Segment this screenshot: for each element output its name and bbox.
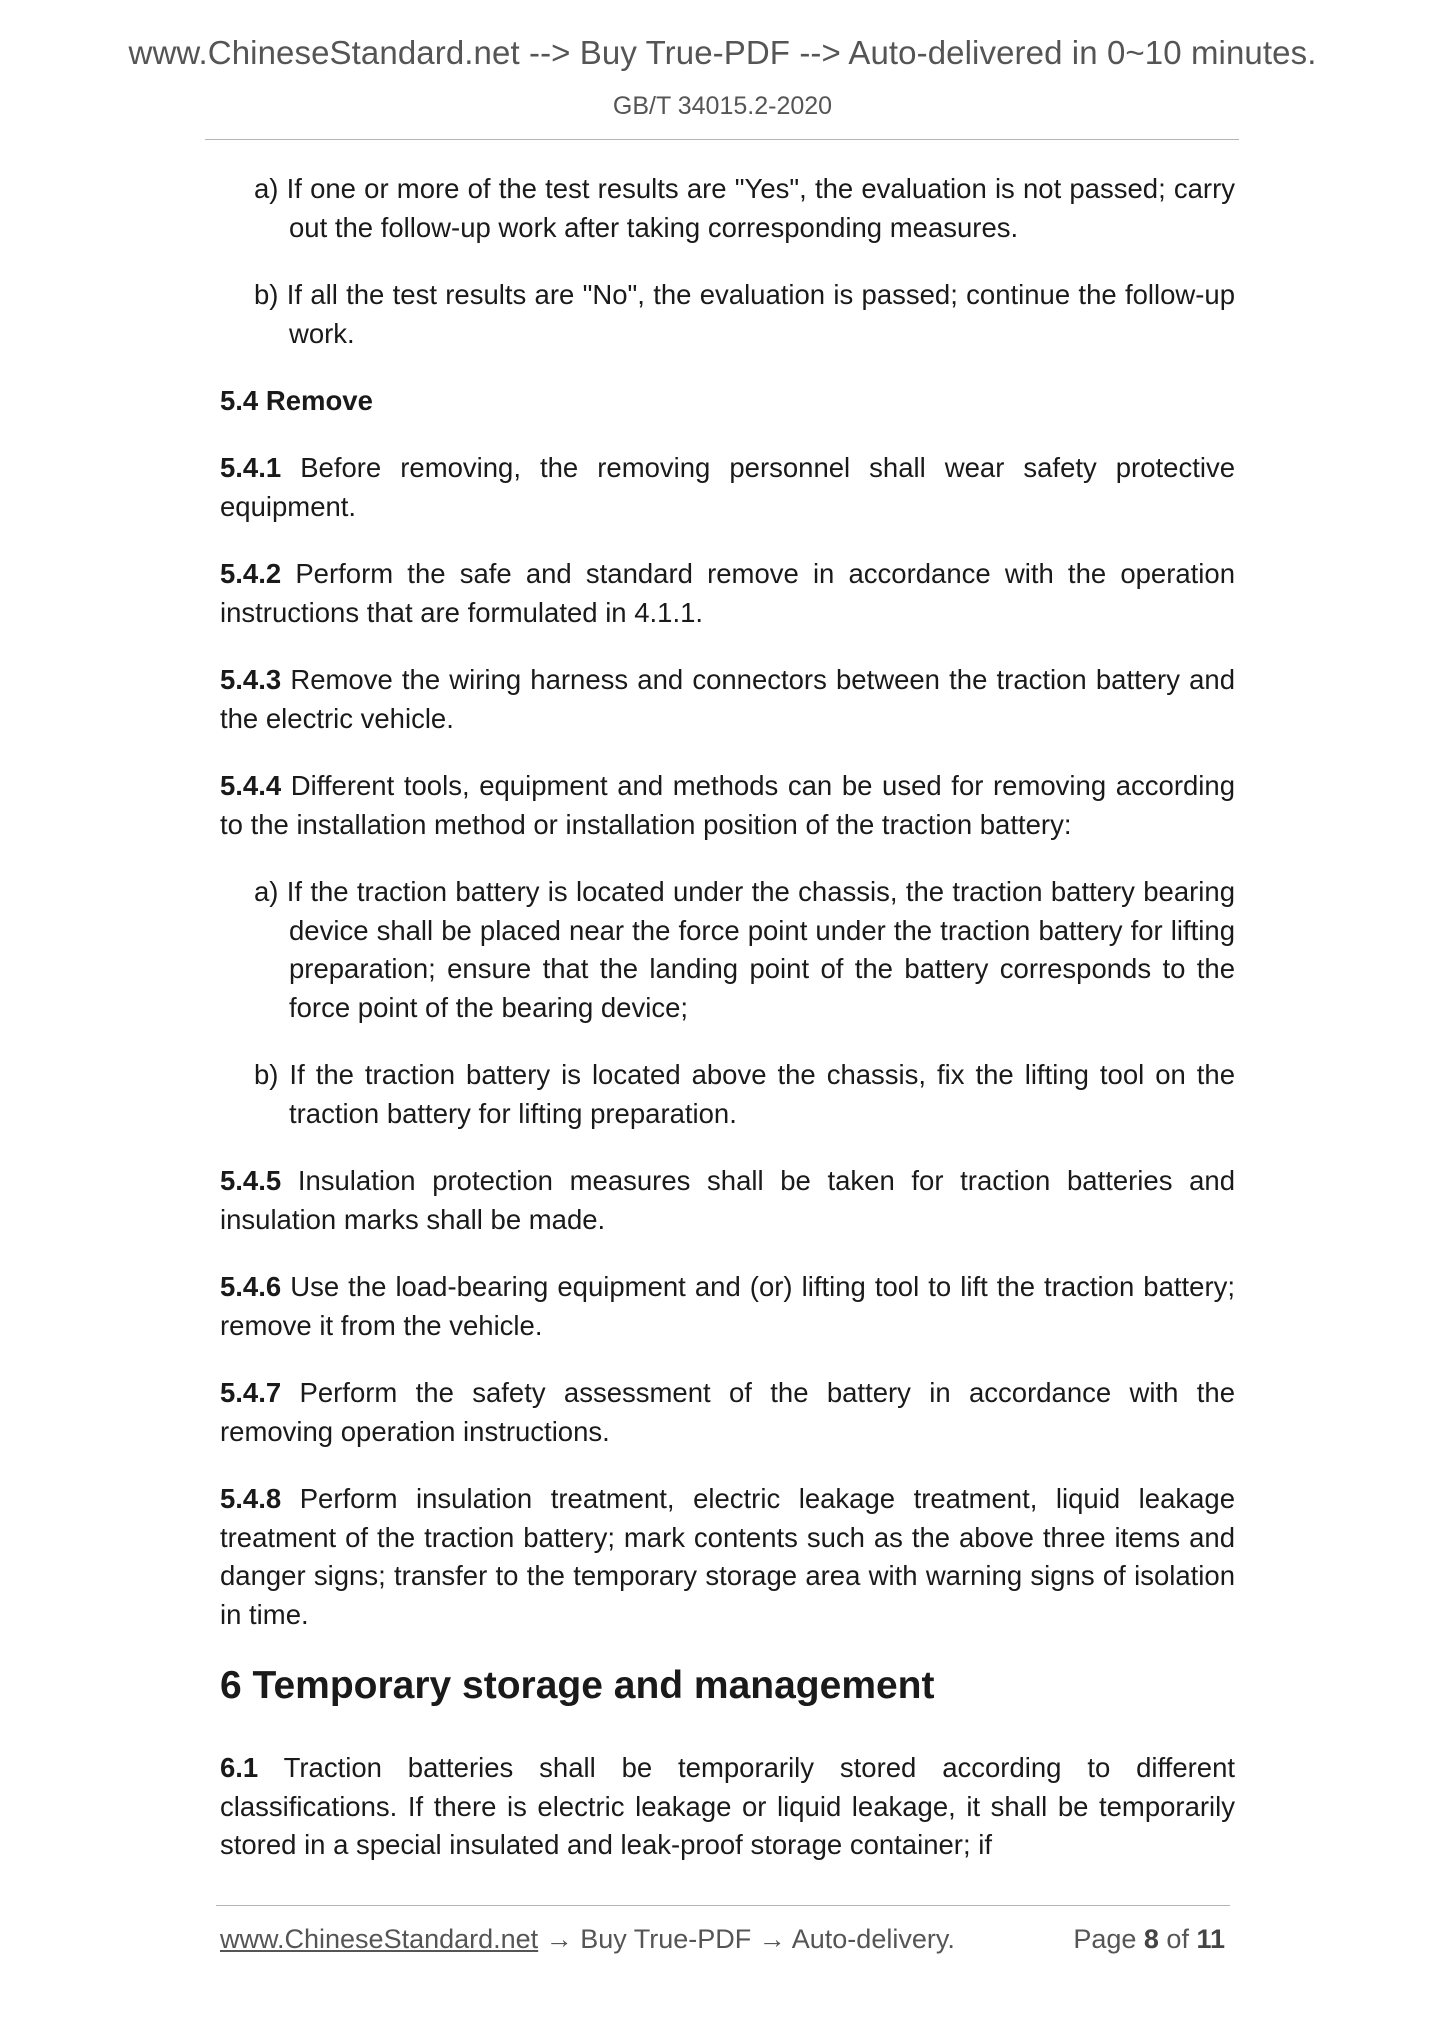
clause-text: Use the load-bearing equipment and (or) lifting tool to lift the traction battery; remove it from the vehicle.	[220, 1271, 1235, 1341]
clause-5-4-8	[220, 1480, 1235, 1634]
page-of: of	[1158, 1924, 1197, 1954]
list-item-b: b) If all the test results are "No", the evaluation is passed; continue the follow-up work.	[254, 279, 1235, 349]
clause-number: 5.4.7	[220, 1377, 282, 1408]
clause-number: 5.4.5	[220, 1165, 282, 1196]
page-footer	[220, 1924, 1230, 1955]
standard-number: GB/T 34015.2-2020	[612, 92, 833, 120]
clause-text: Different tools, equipment and methods can be used for removing according to the installation method or installation position of the traction battery:	[220, 770, 1235, 840]
clause-text: Traction batteries shall be temporarily stored according to different classifications. If there is electric leakage or liquid leakage, it shall be temporarily stored in a special insulated and leak-proof storage container; if	[220, 1752, 1235, 1860]
arrow-right-icon: →	[751, 1924, 792, 1954]
arrow-right-icon: →	[538, 1924, 581, 1954]
clause-5-4-5	[220, 1162, 1235, 1239]
page-indicator	[1073, 1924, 1225, 1955]
list-item-b: b) If the traction battery is located above the chassis, fix the lifting tool on the traction battery for lifting preparation.	[254, 1059, 1235, 1129]
clause-number: 5.4.2	[220, 558, 282, 589]
clause-5-4-7	[220, 1374, 1235, 1451]
clause-number: 5.4.1	[220, 452, 282, 483]
clause-text: Before removing, the removing personnel shall wear safety protective equipment.	[220, 452, 1235, 522]
header-banner: www.ChineseStandard.net --> Buy True-PDF --> Auto-delivered in 0~10 minutes.	[128, 34, 1317, 71]
clause-number: 5.4.8	[220, 1483, 282, 1514]
clause-text: Perform insulation treatment, electric leakage treatment, liquid leakage treatment of the traction battery; mark contents such as the above three items and danger signs; transfer to the temporary storage area with warning signs of isolation in time.	[220, 1483, 1235, 1630]
page-current: 8	[1143, 1924, 1159, 1954]
clause-text: Perform the safety assessment of the battery in accordance with the removing operation instructions.	[220, 1377, 1235, 1447]
header-divider	[205, 139, 1239, 140]
clause-5-4-2	[220, 555, 1235, 632]
clause-5-4-3	[220, 661, 1235, 738]
clause-number: 5.4.4	[220, 770, 282, 801]
section-heading-6: 6 Temporary storage and management	[220, 1664, 935, 1707]
list-item-a: a) If the traction battery is located under the chassis, the traction battery bearing device shall be placed near the force point under the traction battery for lifting preparation; ensure that the landing point of the battery corresponds to the force point of the bearing device;	[254, 876, 1235, 1023]
footer-divider	[216, 1905, 1230, 1906]
clause-5-4-6	[220, 1268, 1235, 1345]
section-heading-5-4: 5.4 Remove	[220, 385, 373, 416]
clause-text: Perform the safe and standard remove in accordance with the operation instructions that are formulated in 4.1.1.	[220, 558, 1235, 628]
clause-number: 5.4.3	[220, 664, 282, 695]
footer-site-link[interactable]: www.ChineseStandard.net	[220, 1924, 539, 1954]
clause-5-4-4	[220, 767, 1235, 844]
page-label: Page	[1073, 1924, 1144, 1954]
list-item-a: a) If one or more of the test results are "Yes", the evaluation is not passed; carry out the follow-up work after taking corresponding measures.	[254, 173, 1235, 243]
clause-5-4-1	[220, 449, 1235, 526]
clause-number: 5.4.6	[220, 1271, 282, 1302]
clause-text: Remove the wiring harness and connectors between the traction battery and the electric vehicle.	[220, 664, 1235, 734]
footer-auto-text: Auto-delivery.	[791, 1924, 955, 1954]
clause-number: 6.1	[220, 1752, 259, 1783]
clause-text: Insulation protection measures shall be taken for traction batteries and insulation marks shall be made.	[220, 1165, 1235, 1235]
page-total: 11	[1196, 1924, 1225, 1954]
clause-6-1	[220, 1749, 1235, 1865]
document-body	[220, 170, 1235, 1894]
footer-buy-text: Buy True-PDF	[580, 1924, 752, 1954]
